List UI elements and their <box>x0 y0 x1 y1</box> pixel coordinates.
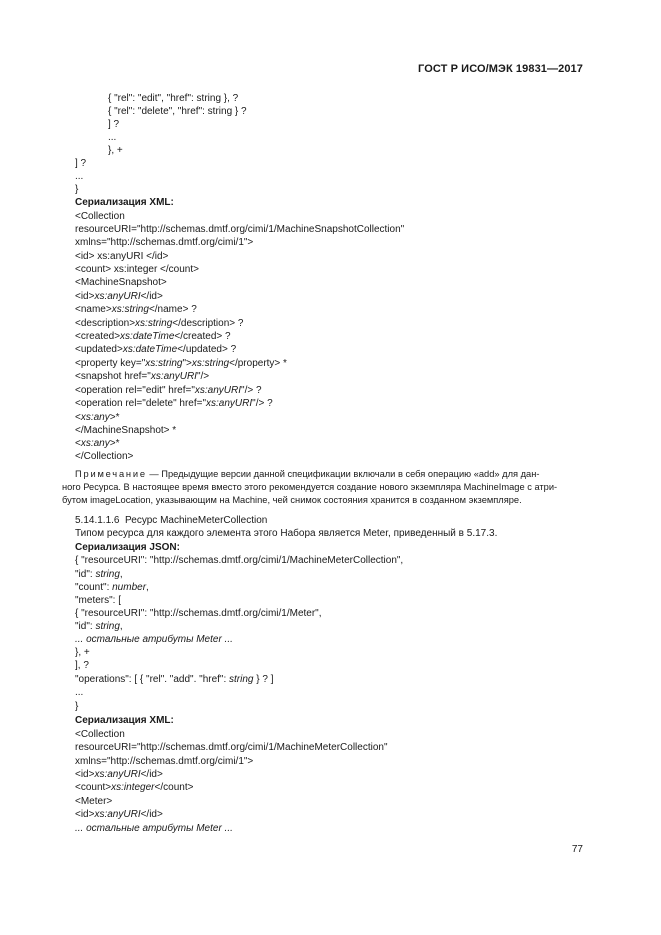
code-text: "id": <box>75 569 96 580</box>
code-line: </Collection> <box>75 451 134 462</box>
code-text: >* <box>109 412 120 423</box>
type-text: string <box>95 569 120 580</box>
section-intro: Типом ресурса для каждого элемента этого Набора является Meter, приведенный в 5.17.3. <box>75 528 498 539</box>
code-line <box>75 371 209 383</box>
code-line: xmlns="http://schemas.dmtf.org/cimi/1"> <box>75 237 254 248</box>
code-line: ... остальные атрибуты Meter ... <box>75 634 233 645</box>
code-line: <id> xs:anyURI </id> <box>75 251 169 262</box>
code-line: resourceURI="http://schemas.dmtf.org/cimi/1/MachineMeterCollection" <box>75 742 388 753</box>
code-text: , <box>119 569 123 580</box>
type-text: string <box>229 674 254 685</box>
code-text: </count> <box>154 782 194 793</box>
type-text: xs:string <box>191 358 230 369</box>
code-line: ] ? <box>75 158 87 169</box>
code-line: }, + <box>75 647 90 658</box>
code-text: "operations": [ { "rel". "add". "href": <box>75 674 230 685</box>
code-text: </id> <box>140 809 163 820</box>
code-line <box>75 769 163 781</box>
code-text: <created> <box>75 331 121 342</box>
code-line: ... <box>108 132 117 143</box>
code-line <box>75 782 193 794</box>
code-text: <name> <box>75 304 112 315</box>
code-line <box>75 621 123 633</box>
code-text: </property> * <box>229 358 287 369</box>
type-text: xs:anyURI <box>94 769 141 780</box>
note-line <box>62 468 590 481</box>
code-line: ... остальные атрибуты Meter ... <box>75 823 233 834</box>
type-text: xs:dateTime <box>122 344 178 355</box>
code-line <box>75 398 273 410</box>
code-line <box>75 291 163 303</box>
type-text: xs:anyURI <box>206 398 253 409</box>
code-line: <Collection <box>75 729 125 740</box>
code-line: <MachineSnapshot> <box>75 277 167 288</box>
code-text: >* <box>109 438 120 449</box>
xml-heading: Сериализация XML: <box>75 197 174 208</box>
section-title: Ресурс MachineMeterCollection <box>125 515 268 526</box>
note-line: ного Ресурса. В настоящее время вместо этого рекомендуется создание нового экземпляра MachineImage с атри- <box>62 482 558 492</box>
code-text: "/> ? <box>252 398 273 409</box>
type-text: xs:anyURI <box>94 809 141 820</box>
code-text: <snapshot href=" <box>75 371 151 382</box>
code-text: <operation rel="edit" href=" <box>75 385 195 396</box>
code-line <box>75 412 119 424</box>
section-heading <box>75 515 267 527</box>
code-line <box>75 438 119 450</box>
type-text: string <box>95 621 120 632</box>
type-text: xs:string <box>135 318 173 329</box>
code-line: ... <box>75 687 84 698</box>
code-text: "count": <box>75 582 113 593</box>
type-text: xs:string <box>111 304 149 315</box>
type-text: xs:dateTime <box>120 331 175 342</box>
code-line: <Meter> <box>75 796 113 807</box>
code-text: "/> <box>196 371 210 382</box>
code-line <box>75 569 123 581</box>
code-text: "/> ? <box>241 385 262 396</box>
code-line <box>75 331 231 343</box>
code-line: xmlns="http://schemas.dmtf.org/cimi/1"> <box>75 756 254 767</box>
code-line <box>75 385 262 397</box>
code-line: { "rel": "delete", "href": string } ? <box>108 106 247 117</box>
code-line: ] ? <box>108 119 120 130</box>
type-text: xs:anyURI <box>94 291 141 302</box>
code-line <box>75 304 197 316</box>
code-line: ... <box>75 171 84 182</box>
code-line: { "resourceURI": "http://schemas.dmtf.org/cimi/1/Meter", <box>75 608 322 619</box>
page-number: 77 <box>571 844 583 855</box>
code-text: </updated> ? <box>177 344 237 355</box>
type-text: xs:integer <box>111 782 155 793</box>
code-line: { "rel": "edit", "href": string }, ? <box>108 93 239 104</box>
code-line: <Collection <box>75 211 125 222</box>
code-text: } ? ] <box>253 674 274 685</box>
code-line <box>75 318 243 330</box>
note-line: бутом imageLocation, указывающим на Machine, чей снимок состояния хранится в созданном экземпляре. <box>62 495 522 505</box>
type-text: xs:string <box>145 358 183 369</box>
note-label: Примечание <box>75 469 147 479</box>
standard-header: ГОСТ Р ИСО/МЭК 19831—2017 <box>418 63 583 75</box>
code-line: resourceURI="http://schemas.dmtf.org/cimi/1/MachineSnapshotCollection" <box>75 224 405 235</box>
code-text: </id> <box>140 291 163 302</box>
code-line <box>75 674 274 686</box>
type-text: xs:anyURI <box>194 385 242 396</box>
code-line <box>75 809 163 821</box>
code-text: <property key=" <box>75 358 146 369</box>
code-text: "id": <box>75 621 96 632</box>
code-text: <id> <box>75 809 95 820</box>
type-text: number <box>112 582 147 593</box>
code-text: "> <box>182 358 192 369</box>
xml-heading: Сериализация XML: <box>75 715 174 726</box>
code-line: "meters": [ <box>75 595 121 606</box>
code-line <box>75 344 236 356</box>
code-line: } <box>75 701 79 712</box>
code-text: < <box>75 438 81 449</box>
code-text: </name> ? <box>148 304 197 315</box>
code-line: <count> xs:integer </count> <box>75 264 199 275</box>
code-text: <count> <box>75 782 112 793</box>
note-paragraph <box>62 468 590 507</box>
code-line: { "resourceURI": "http://schemas.dmtf.org/cimi/1/MachineMeterCollection", <box>75 555 404 566</box>
code-text: , <box>146 582 149 593</box>
code-text: , <box>119 621 123 632</box>
code-line: ], ? <box>75 660 89 671</box>
code-text: <id> <box>75 291 95 302</box>
code-line: </MachineSnapshot> * <box>75 425 177 436</box>
code-text: <id> <box>75 769 95 780</box>
type-text: xs:any <box>80 412 110 423</box>
section-number: 5.14.1.1.6 <box>75 515 120 526</box>
code-text: </description> ? <box>172 318 244 329</box>
code-text: <updated> <box>75 344 123 355</box>
type-text: xs:anyURI <box>150 371 197 382</box>
code-line <box>75 582 149 594</box>
json-heading: Сериализация JSON: <box>75 542 180 553</box>
code-text: < <box>75 412 81 423</box>
note-text: — Предыдущие версии данной спецификации включали в себя операцию «add» для дан- <box>146 469 540 479</box>
code-line: } <box>75 184 79 195</box>
code-line: }, + <box>108 145 123 156</box>
code-text: <description> <box>75 318 136 329</box>
code-line <box>75 358 287 370</box>
code-text: </id> <box>140 769 163 780</box>
code-text: </created> ? <box>174 331 231 342</box>
type-text: xs:any <box>80 438 110 449</box>
code-text: <operation rel="delete" href=" <box>75 398 207 409</box>
